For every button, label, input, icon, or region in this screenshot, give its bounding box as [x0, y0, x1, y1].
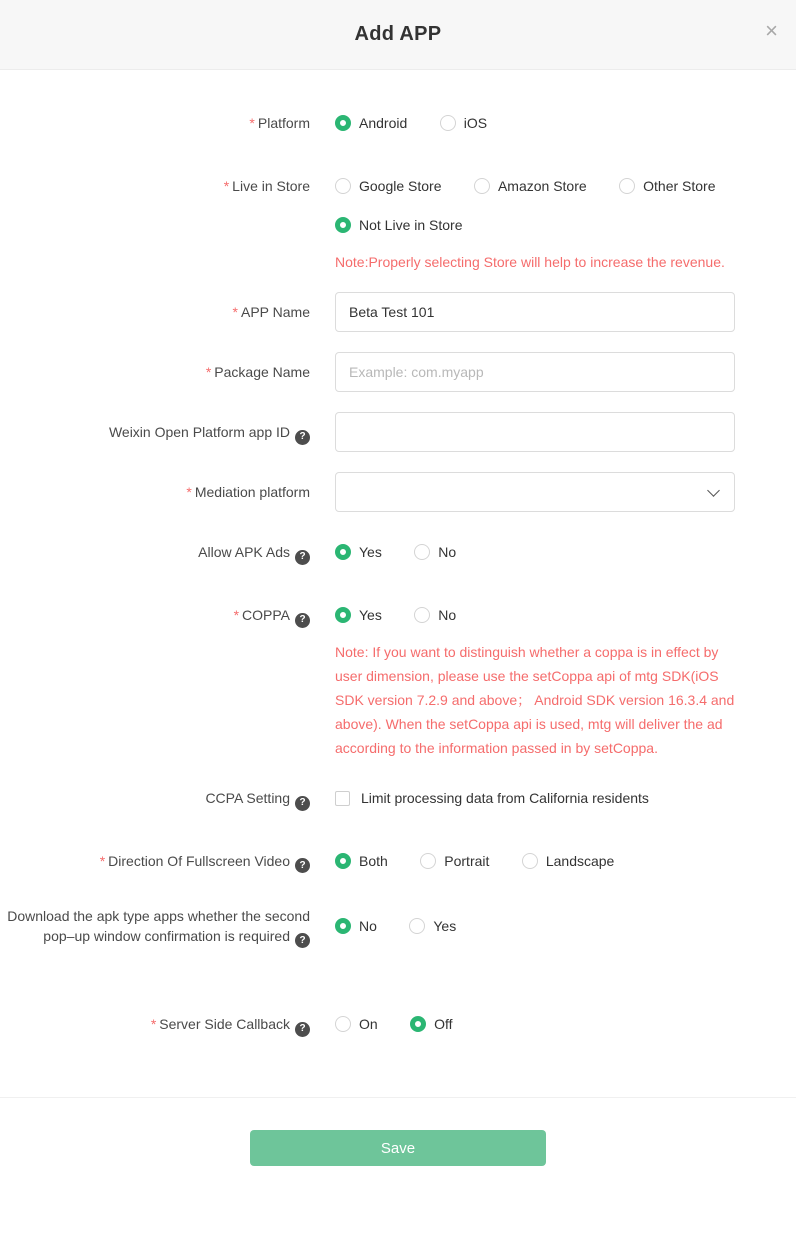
- server-callback-label: [0, 1014, 310, 1035]
- radio-apk-ads-no-label: No: [438, 544, 457, 560]
- live-in-store-label: [0, 176, 310, 196]
- field-ccpa: [0, 788, 796, 811]
- chevron-down-icon: [707, 484, 720, 497]
- radio-not-live-in-store[interactable]: [335, 215, 463, 235]
- close-icon[interactable]: ×: [765, 18, 778, 43]
- radio-direction-landscape[interactable]: [522, 851, 615, 871]
- package-name-input[interactable]: [335, 352, 735, 392]
- radio-amazon-store-label: Amazon Store: [497, 178, 587, 194]
- field-apk-confirm: [0, 906, 796, 947]
- radio-direction-landscape-icon: [522, 853, 538, 869]
- radio-apk-ads-no[interactable]: [414, 542, 456, 562]
- direction-label-text: Direction Of Fullscreen Video: [108, 852, 290, 869]
- save-button[interactable]: Save: [250, 1130, 546, 1166]
- required-mark: *: [249, 115, 255, 131]
- allow-apk-ads-label-text: Allow APK Ads: [198, 544, 290, 560]
- apk-confirm-label-text: Download the apk type apps whether the second pop–up window confirmation is required: [7, 907, 310, 944]
- weixin-app-id-input[interactable]: [335, 412, 735, 452]
- mediation-platform-control: [335, 472, 796, 512]
- allow-apk-ads-options: [335, 542, 796, 565]
- field-direction: [0, 851, 796, 874]
- help-icon[interactable]: ?: [295, 796, 310, 811]
- apk-confirm-label: [0, 906, 310, 947]
- coppa-label-text: COPPA: [242, 607, 290, 623]
- field-package-name: [0, 352, 796, 392]
- direction-label: [0, 851, 310, 872]
- radio-direction-portrait-label: Portrait: [444, 852, 490, 869]
- radio-not-live-in-store-icon: [335, 217, 351, 233]
- weixin-app-id-control: [335, 412, 796, 452]
- radio-android[interactable]: [335, 113, 407, 133]
- field-live-in-store: [0, 176, 796, 274]
- store-options-row1: [335, 176, 796, 199]
- package-name-label-text: Package Name: [214, 364, 310, 380]
- ccpa-label-text: CCPA Setting: [205, 790, 290, 806]
- help-icon[interactable]: ?: [295, 550, 310, 565]
- store-options-row2: [335, 215, 796, 238]
- radio-other-store-icon: [619, 178, 635, 194]
- weixin-app-id-label: [0, 412, 310, 443]
- coppa-label: [0, 605, 310, 626]
- radio-coppa-no-icon: [414, 607, 430, 623]
- store-note: Note:Properly selecting Store will help to increase the revenue.: [335, 254, 725, 270]
- radio-apk-confirm-no-label: No: [359, 917, 377, 934]
- required-mark: *: [150, 1016, 157, 1032]
- radio-not-live-in-store-label: Not Live in Store: [359, 217, 463, 233]
- help-icon[interactable]: ?: [295, 858, 310, 873]
- radio-direction-landscape-label: Landscape: [545, 852, 615, 869]
- help-icon[interactable]: ?: [295, 613, 310, 628]
- radio-callback-off-icon: [410, 1016, 426, 1032]
- help-icon[interactable]: ?: [295, 933, 310, 948]
- radio-apk-ads-yes[interactable]: [335, 542, 382, 562]
- field-platform: [0, 113, 796, 136]
- package-name-control: [335, 352, 796, 392]
- required-mark: *: [99, 852, 106, 869]
- radio-apk-confirm-no-icon: [335, 918, 351, 934]
- platform-label: [0, 113, 310, 133]
- radio-apk-confirm-no[interactable]: [335, 916, 377, 936]
- modal-header: [0, 0, 796, 70]
- ccpa-checkbox[interactable]: [335, 788, 649, 808]
- app-name-label-text: APP Name: [241, 304, 310, 320]
- required-mark: *: [223, 178, 230, 194]
- field-allow-apk-ads: [0, 542, 796, 565]
- coppa-note: Note: If you want to distinguish whether a coppa is in effect by user dimension, please use the setCoppa api of mtg SDK(iOS SDK version 7.2.9 and above； Android SDK version 16.3.4 and above). When the setCoppa api is used, mtg will deliver the ad according to the information passed in by setCoppa.: [335, 644, 735, 756]
- radio-google-store[interactable]: [335, 176, 442, 196]
- radio-android-icon: [335, 115, 351, 131]
- radio-coppa-yes[interactable]: [335, 605, 382, 625]
- radio-direction-portrait[interactable]: [420, 851, 489, 871]
- radio-amazon-store[interactable]: [474, 176, 587, 196]
- radio-coppa-yes-label: Yes: [359, 607, 382, 623]
- radio-coppa-yes-icon: [335, 607, 351, 623]
- apk-confirm-options: [335, 906, 796, 939]
- radio-callback-on-label: On: [359, 1016, 378, 1032]
- radio-callback-on[interactable]: [335, 1014, 378, 1034]
- coppa-radio-row: [335, 605, 796, 628]
- radio-apk-confirm-yes-icon: [409, 918, 425, 934]
- modal-title: Add APP: [354, 23, 442, 45]
- required-mark: *: [205, 364, 212, 380]
- field-coppa: [0, 605, 796, 760]
- radio-direction-both-icon: [335, 853, 351, 869]
- platform-label-text: Platform: [257, 115, 310, 131]
- required-mark: *: [232, 304, 238, 320]
- mediation-platform-select[interactable]: [335, 472, 735, 512]
- modal-footer: [0, 1097, 796, 1193]
- radio-apk-ads-no-icon: [414, 544, 430, 560]
- radio-ios-icon: [440, 115, 456, 131]
- help-icon[interactable]: ?: [295, 1022, 310, 1037]
- app-name-control: [335, 292, 796, 332]
- radio-apk-confirm-yes-label: Yes: [433, 917, 457, 934]
- ccpa-label: [0, 788, 310, 809]
- radio-callback-on-icon: [335, 1016, 351, 1032]
- allow-apk-ads-label: [0, 542, 310, 563]
- radio-coppa-no-label: No: [438, 607, 457, 623]
- live-in-store-label-text: Live in Store: [232, 178, 310, 194]
- app-name-label: [0, 292, 310, 322]
- mediation-platform-label-text: Mediation platform: [194, 484, 310, 500]
- radio-callback-off-label: Off: [434, 1016, 453, 1032]
- radio-android-label: Android: [359, 115, 408, 131]
- radio-other-store-label: Other Store: [643, 178, 716, 194]
- mediation-platform-label: [0, 472, 310, 502]
- radio-ios[interactable]: [440, 113, 487, 133]
- server-callback-options: [335, 1014, 796, 1037]
- ccpa-checkbox-label: Limit processing data from California residents: [361, 790, 649, 806]
- platform-options: [335, 113, 796, 136]
- radio-google-store-label: Google Store: [359, 178, 442, 194]
- live-in-store-options: [335, 176, 796, 274]
- coppa-options: [335, 605, 796, 760]
- field-weixin-app-id: [0, 412, 796, 452]
- radio-google-store-icon: [335, 178, 351, 194]
- add-app-form: [0, 70, 796, 1097]
- radio-other-store[interactable]: [619, 176, 715, 196]
- radio-apk-ads-yes-icon: [335, 544, 351, 560]
- radio-direction-both-label: Both: [359, 852, 388, 869]
- radio-direction-portrait-icon: [420, 853, 436, 869]
- field-server-callback: [0, 1014, 796, 1037]
- help-icon[interactable]: ?: [295, 430, 310, 445]
- radio-amazon-store-icon: [474, 178, 490, 194]
- radio-coppa-no[interactable]: [414, 605, 456, 625]
- radio-direction-both[interactable]: [335, 851, 388, 871]
- required-mark: *: [233, 607, 240, 623]
- server-callback-label-text: Server Side Callback: [159, 1016, 290, 1032]
- radio-apk-confirm-yes[interactable]: [409, 916, 456, 936]
- radio-callback-off[interactable]: [410, 1014, 452, 1034]
- ccpa-control: [335, 788, 796, 811]
- field-app-name: [0, 292, 796, 332]
- direction-options: [335, 851, 796, 874]
- package-name-label: [0, 352, 310, 382]
- radio-ios-label: iOS: [463, 115, 488, 131]
- required-mark: *: [186, 484, 192, 500]
- app-name-input[interactable]: [335, 292, 735, 332]
- radio-apk-ads-yes-label: Yes: [359, 544, 382, 560]
- weixin-app-id-label-text: Weixin Open Platform app ID: [108, 424, 290, 440]
- field-mediation-platform: [0, 472, 796, 512]
- ccpa-checkbox-icon: [335, 791, 350, 806]
